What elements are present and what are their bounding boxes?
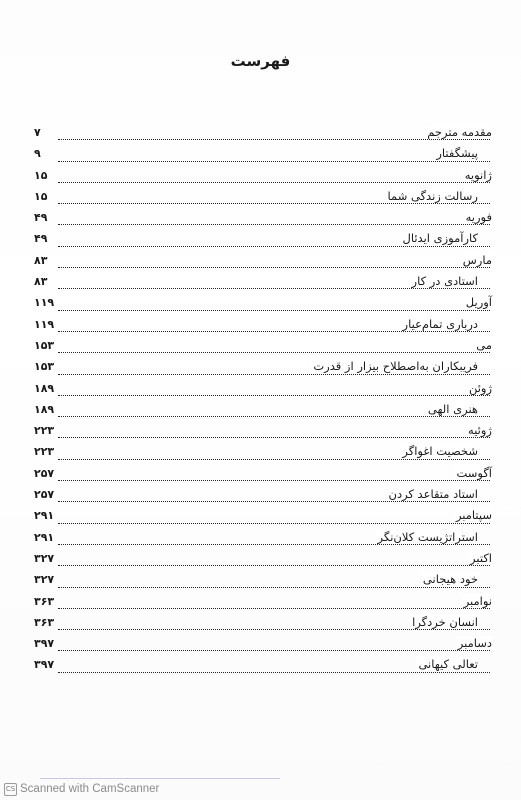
toc-entry (34, 419, 494, 440)
dot-leader (58, 629, 490, 630)
toc-entry-title: استادی در کار (411, 274, 478, 289)
toc-entry (34, 249, 494, 270)
toc-entry (34, 121, 494, 142)
toc-entry-title: می (476, 337, 492, 352)
toc-entry-page: ۱۱۹ (34, 317, 55, 331)
toc-entry (34, 526, 494, 547)
toc-entry-page: ۳۶۳ (34, 594, 55, 608)
toc-entry-title: مارس (462, 252, 492, 267)
toc-entry-page: ۲۹۱ (34, 530, 55, 544)
toc-entry-page: ۱۱۹ (34, 296, 55, 310)
toc-entry-title: شخصیت اغواگر (402, 444, 478, 459)
toc-entry-title: فریبکاران به‌اصطلاح بیزار از قدرت (313, 359, 478, 374)
toc-entry (34, 504, 494, 525)
dot-leader (58, 587, 490, 588)
dot-leader (58, 374, 490, 375)
toc-entry-page: ۹ (34, 147, 41, 161)
toc-entry-page: ۴۹ (34, 211, 48, 225)
toc-entry-title: مقدمه مترجم (427, 125, 492, 139)
toc-entry-title: آوریل (465, 295, 492, 310)
dot-leader (58, 310, 490, 311)
toc-entry-title: اکتبر (470, 550, 492, 565)
dot-leader (58, 352, 490, 353)
dot-leader (58, 544, 490, 545)
toc-entry-page: ۱۵ (34, 168, 48, 182)
toc-entry-page: ۱۵۳ (34, 338, 55, 352)
toc-entry-title: استاد متقاعد کردن (388, 487, 478, 502)
toc-entry-page: ۲۹۱ (34, 509, 55, 523)
toc-entry (34, 611, 494, 632)
dot-leader (58, 416, 490, 417)
dot-leader (58, 672, 490, 673)
toc-entry-title: کارآموزی ایدئال (402, 231, 478, 246)
toc-entry-page: ۳۹۷ (34, 637, 55, 651)
toc-entry-page: ۲۵۷ (34, 488, 55, 502)
dot-leader (58, 224, 490, 225)
toc-entry (34, 462, 494, 483)
toc-entry-title: هنری الهی (427, 401, 478, 416)
camscanner-icon: CS (4, 783, 17, 796)
dot-leader (58, 139, 490, 140)
toc-entry (34, 590, 494, 611)
toc-entry-page: ۱۵ (34, 189, 48, 203)
dot-leader (58, 480, 490, 481)
toc-entry-page: ۲۲۳ (34, 445, 55, 459)
toc-entry-title: دسامبر (457, 636, 492, 651)
dot-leader (58, 437, 490, 438)
dot-leader (58, 203, 490, 204)
scanner-watermark (4, 781, 159, 797)
table-of-contents (34, 121, 494, 675)
toc-entry-page: ۳۲۷ (34, 551, 55, 565)
toc-entry-title: نوامبر (463, 593, 492, 608)
toc-entry (34, 206, 494, 227)
toc-entry-page: ۳۹۷ (34, 658, 55, 672)
toc-entry-page: ۲۲۳ (34, 424, 55, 438)
toc-entry (34, 291, 494, 312)
dot-leader (58, 608, 490, 609)
toc-entry-page: ۳۶۳ (34, 615, 55, 629)
dot-leader (58, 501, 490, 502)
toc-entry-title: درباری تمام‌عیار (402, 316, 478, 331)
toc-entry-page: ۱۸۹ (34, 402, 55, 416)
toc-entry-title: ژوئیه (468, 423, 492, 438)
dot-leader (58, 161, 490, 162)
toc-entry (34, 334, 494, 355)
toc-entry (34, 185, 494, 206)
toc-entry (34, 142, 494, 163)
toc-entry-page: ۸۳ (34, 275, 48, 289)
toc-entry (34, 270, 494, 291)
toc-entry-title: رسالت زندگی شما (387, 188, 478, 203)
toc-entry (34, 632, 494, 653)
toc-entry-page: ۴۹ (34, 232, 48, 246)
toc-entry-page: ۱۸۹ (34, 381, 55, 395)
toc-entry (34, 164, 494, 185)
dot-leader (58, 650, 490, 651)
dot-leader (58, 267, 490, 268)
toc-entry-title: پیشگفتار (436, 146, 478, 161)
page-title: فهرست (230, 52, 291, 70)
toc-entry (34, 440, 494, 461)
toc-entry (34, 653, 494, 674)
toc-entry-page: ۷ (34, 126, 41, 139)
toc-entry-page: ۱۵۳ (34, 360, 55, 374)
toc-entry (34, 547, 494, 568)
dot-leader (58, 395, 490, 396)
dot-leader (58, 459, 490, 460)
toc-entry (34, 483, 494, 504)
toc-entry (34, 227, 494, 248)
toc-entry-page: ۲۵۷ (34, 466, 55, 480)
toc-entry-page: ۳۲۷ (34, 573, 55, 587)
toc-entry-title: فوریه (465, 210, 492, 225)
toc-entry-title: استراتژیست کلان‌نگر (377, 529, 478, 544)
toc-entry-title: آگوست (456, 465, 492, 480)
toc-entry (34, 568, 494, 589)
toc-entry-title: تعالی کیهانی (418, 657, 478, 672)
toc-entry (34, 355, 494, 376)
dot-leader (58, 182, 490, 183)
toc-entry (34, 313, 494, 334)
dot-leader (58, 246, 490, 247)
dot-leader (58, 565, 490, 566)
dot-leader (58, 331, 490, 332)
toc-entry-page: ۸۳ (34, 253, 48, 267)
toc-entry (34, 377, 494, 398)
toc-entry-title: ژانویه (464, 167, 492, 182)
dot-leader (58, 523, 490, 524)
toc-entry (34, 398, 494, 419)
footer-divider (40, 778, 280, 779)
watermark-text: Scanned with CamScanner (20, 783, 160, 795)
toc-entry-title: خود هیجانی (422, 572, 478, 587)
toc-entry-title: ژوئن (468, 380, 492, 395)
toc-entry-title: انسان خردگرا (412, 614, 478, 629)
toc-entry-title: سپتامبر (455, 508, 492, 523)
dot-leader (58, 288, 490, 289)
